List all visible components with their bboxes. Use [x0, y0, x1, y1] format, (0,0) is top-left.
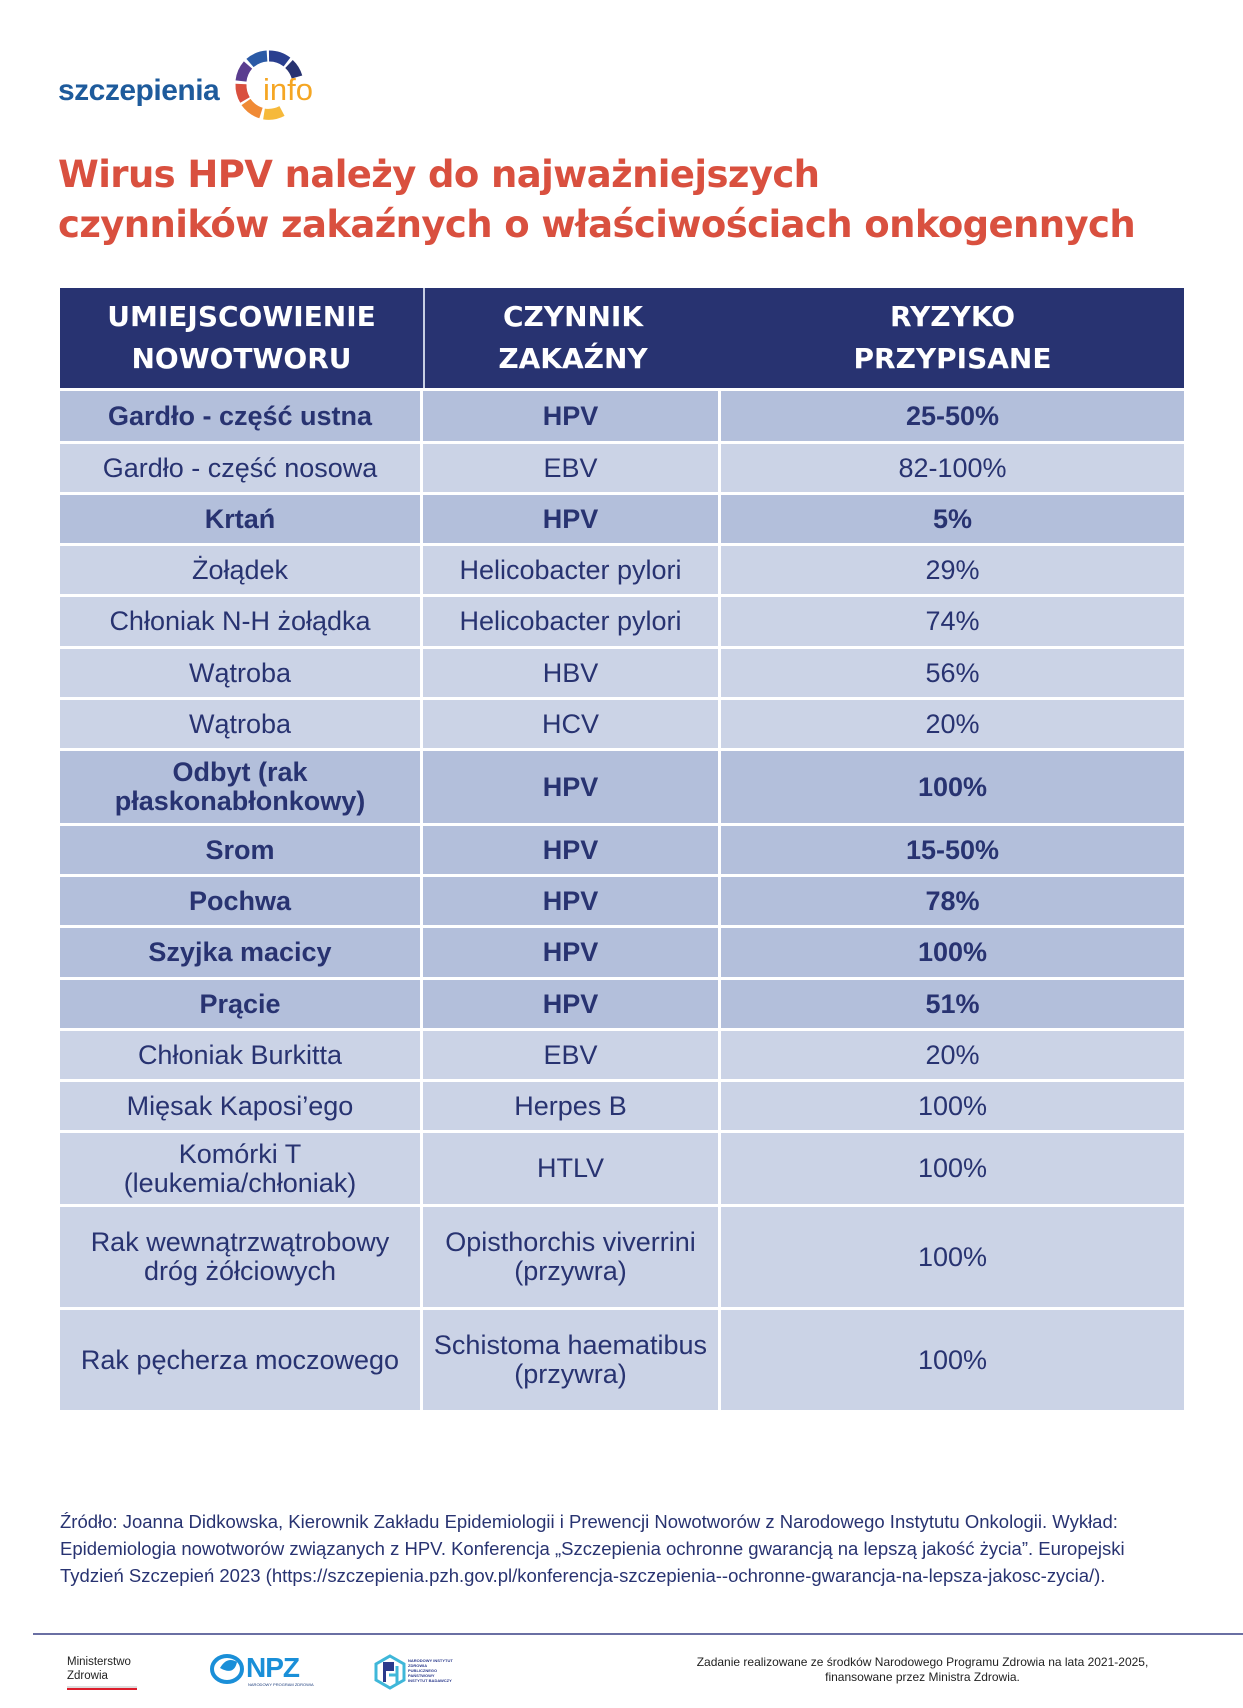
column-header-site [60, 288, 425, 388]
table-row [60, 543, 1184, 594]
column-header-risk-line2: PRZYPISANE [853, 342, 1052, 375]
cell-agent: HTLV [423, 1133, 721, 1204]
cell-risk: 20% [925, 708, 980, 739]
cell-site: Mięsak Kaposi’ego [60, 1082, 423, 1130]
cell-agent: Schistoma haematibus (przywra) [423, 1310, 721, 1410]
cell-site: Chłoniak Burkitta [60, 1031, 423, 1079]
funding-line-2: finansowane przez Ministra Zdrowia. [825, 1670, 1020, 1684]
cell-agent: HPV [423, 928, 721, 977]
logo-text: szczepienia [58, 74, 220, 107]
cell-site: Żołądek [60, 546, 423, 594]
table-row [60, 1130, 1184, 1204]
cell-agent: Opisthorchis viverrini (przywra) [423, 1207, 721, 1307]
cell-agent: EBV [423, 444, 721, 492]
ministry-logo [67, 1655, 131, 1683]
title-line-2: czynników zakaźnych o właściwościach onkogennych [58, 203, 1136, 246]
cell-agent: EBV [423, 1031, 721, 1079]
cell-site: Krtań [60, 495, 423, 543]
pzh-logo [374, 1654, 454, 1690]
logo-info-text: info [263, 72, 313, 107]
szczepienia-info-logo [58, 50, 358, 120]
npz-leaf-icon [210, 1652, 244, 1686]
table-row [60, 1028, 1184, 1079]
column-header-site-line1: UMIEJSCOWIENIE [107, 300, 376, 333]
cell-agent: HPV [423, 751, 721, 823]
cell-agent: Helicobacter pylori [423, 546, 721, 594]
table-row [60, 1307, 1184, 1410]
cell-site: Szyjka macicy [60, 928, 423, 977]
npz-logo-text: NPZ [246, 1652, 299, 1683]
cell-agent: Herpes B [423, 1082, 721, 1130]
table-row [60, 441, 1184, 492]
cell-agent: HBV [423, 649, 721, 697]
ministry-line-1: Ministerstwo [67, 1656, 131, 1668]
table-row [60, 492, 1184, 543]
cell-risk: 29% [925, 554, 980, 585]
ministry-line-2: Zdrowia [67, 1670, 108, 1682]
cell-risk: 51% [925, 988, 980, 1019]
table-row [60, 874, 1184, 925]
cell-risk: 100% [917, 1153, 988, 1183]
column-header-site-line2: NOWOTWORU [131, 342, 352, 375]
cell-risk: 100% [917, 1344, 988, 1375]
table-row [60, 823, 1184, 874]
cell-risk: 15-50% [905, 834, 1000, 865]
cell-risk: 82-100% [898, 452, 1007, 483]
cell-site: Pochwa [60, 877, 423, 925]
pzh-hexagon-icon [374, 1654, 406, 1690]
cell-site: Wątroba [60, 700, 423, 748]
cell-risk: 100% [917, 1241, 988, 1272]
table-row [60, 925, 1184, 977]
cell-agent: HCV [423, 700, 721, 748]
npz-subtitle: NARODOWY PROGRAM ZDROWIA [248, 1682, 314, 1687]
cell-risk: 20% [925, 1039, 980, 1070]
table-header [60, 288, 1184, 388]
cell-site: Srom [60, 826, 423, 874]
cell-site: Chłoniak N-H żołądka [60, 597, 423, 646]
funding-note [670, 1655, 1175, 1685]
cell-site: Wątroba [60, 649, 423, 697]
column-header-risk [721, 288, 1184, 388]
title-line-1: Wirus HPV należy do najważniejszych [58, 153, 820, 196]
column-header-agent [425, 288, 721, 388]
funding-line-1: Zadanie realizowane ze środków Narodowego Programu Zdrowia na lata 2021-2025, [696, 1655, 1149, 1669]
cell-risk: 100% [917, 771, 988, 802]
npz-logo [210, 1652, 320, 1688]
cell-site: Rak wewnątrzwątrobowy dróg żółciowych [60, 1207, 423, 1307]
column-header-agent-line2: ZAKAŹNY [498, 342, 648, 375]
cell-agent: HPV [423, 391, 721, 441]
cell-site: Rak pęcherza moczowego [60, 1310, 423, 1410]
cell-risk: 100% [917, 1090, 988, 1121]
table-row [60, 1079, 1184, 1130]
table-row [60, 977, 1184, 1028]
cell-site: Gardło - część ustna [60, 391, 423, 441]
cell-agent: HPV [423, 980, 721, 1028]
ministry-flag-bar [67, 1686, 137, 1690]
risk-table [60, 288, 1184, 1410]
cell-risk: 100% [917, 937, 988, 967]
table-row [60, 594, 1184, 646]
column-header-risk-line1: RYZYKO [889, 300, 1016, 333]
cell-agent: Helicobacter pylori [423, 597, 721, 646]
column-header-agent-line1: CZYNNIK [502, 300, 644, 333]
cell-site: Gardło - część nosowa [60, 444, 423, 492]
cell-site: Odbyt (rak płaskonabłonkowy) [60, 751, 423, 823]
pzh-logo-text: NARODOWY INSTYTUT ZDROWIA PUBLICZNEGO PAŃSTWOWY INSTYTUT BADAWCZY [408, 1658, 453, 1683]
cell-site: Prącie [60, 980, 423, 1028]
table-row [60, 697, 1184, 748]
cell-site: Komórki T (leukemia/chłoniak) [60, 1133, 423, 1204]
cell-risk: 78% [925, 885, 980, 916]
cell-risk: 74% [925, 606, 980, 636]
cell-risk: 5% [932, 503, 973, 534]
footer-divider [33, 1633, 1243, 1635]
cell-risk: 56% [925, 657, 980, 688]
cell-agent: HPV [423, 495, 721, 543]
table-row [60, 1204, 1184, 1307]
cell-risk: 25-50% [905, 400, 1000, 431]
table-row [60, 388, 1184, 441]
table-row [60, 748, 1184, 823]
cell-agent: HPV [423, 877, 721, 925]
table-body [60, 388, 1184, 1410]
page-title [58, 150, 1208, 250]
cell-agent: HPV [423, 826, 721, 874]
table-row [60, 646, 1184, 697]
source-note: Źródło: Joanna Didkowska, Kierownik Zakładu Epidemiologii i Prewencji Nowotworów z Narodowego Instytutu Onkologii. Wykład: Epidemiologia nowotworów związanych z HPV. Konferencja „Szczepienia ochronne gwarancją na lepszą jakość życia”. Europejski Tydzień Szczepień 2023 (https://szczepienia.pzh.gov.pl/konferencja-szczepienia--ochronne-gwarancja-na-lepsza-jakosc-zycia/). [60, 1511, 1125, 1586]
